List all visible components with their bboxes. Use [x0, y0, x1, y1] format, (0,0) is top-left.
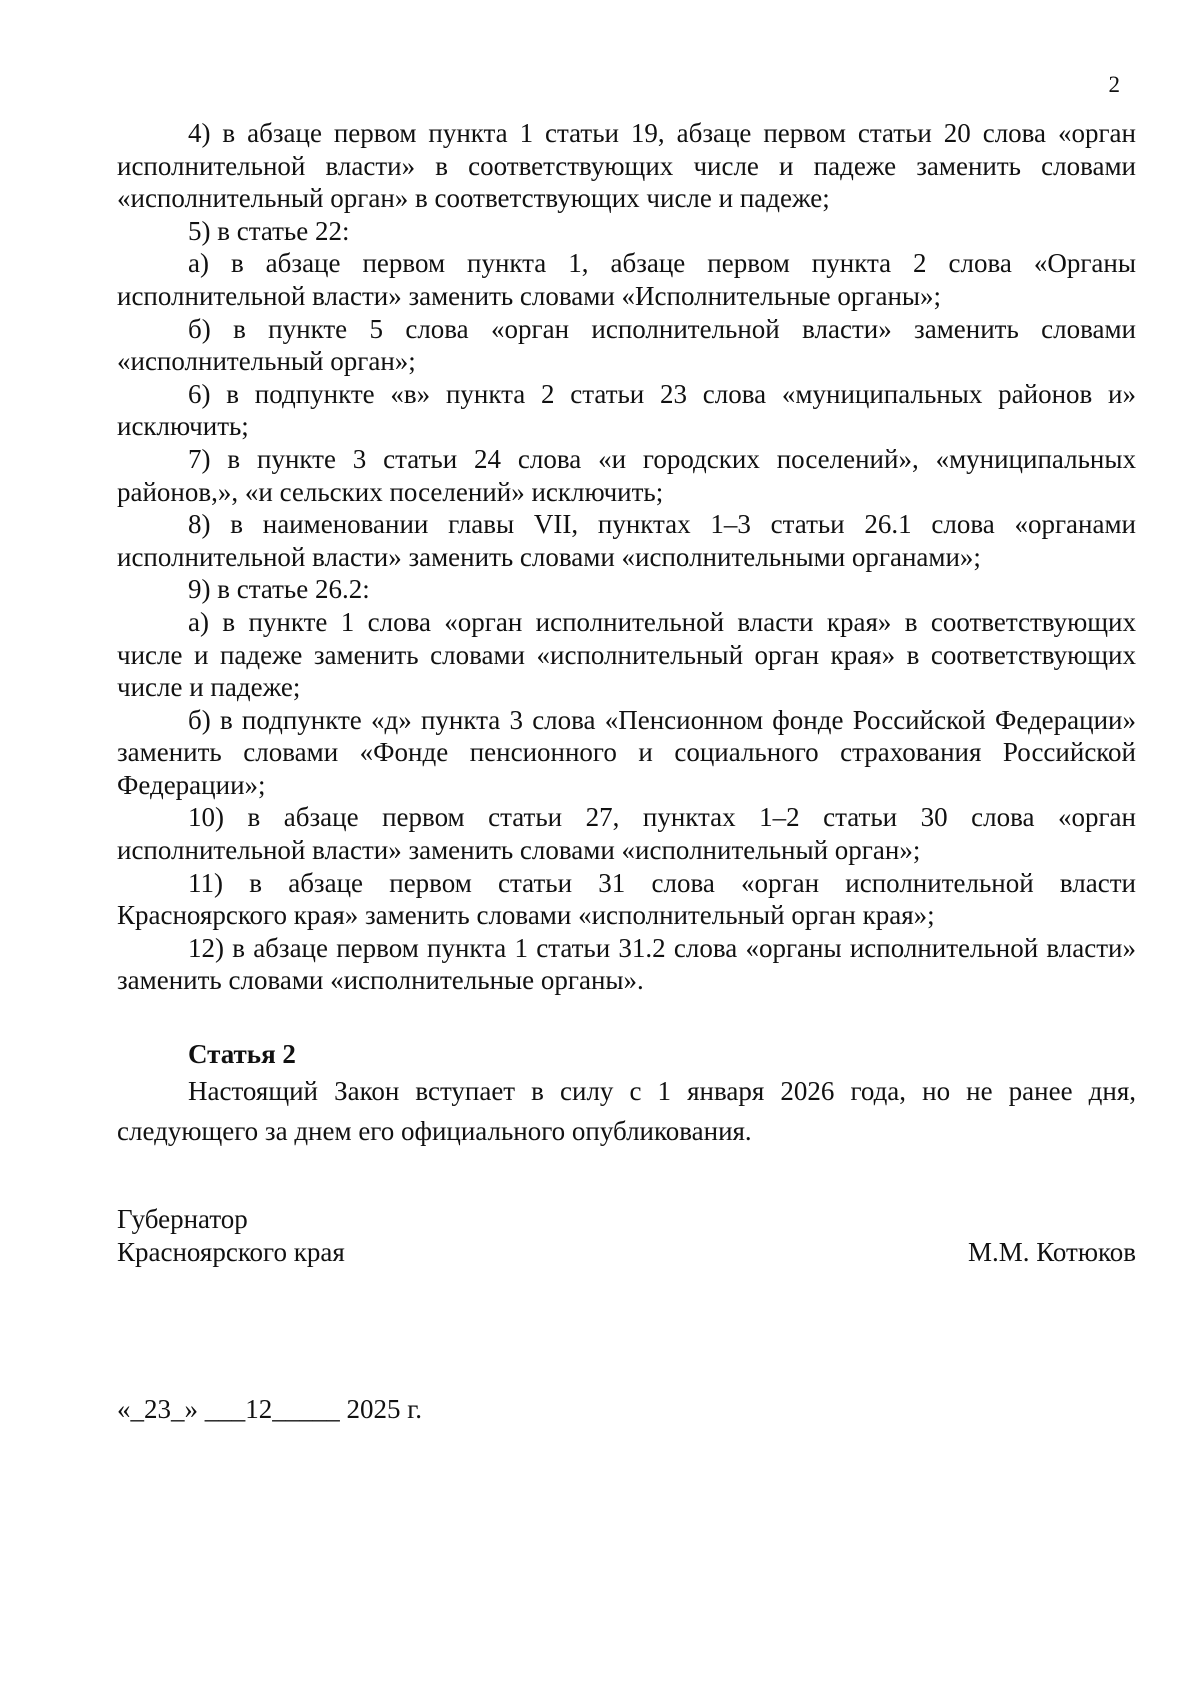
- amendment-item-5b: б) в пункте 5 слова «орган исполнительной власти» заменить словами «исполнительный орган»;: [117, 313, 1136, 377]
- document-body: [117, 117, 1136, 1151]
- amendment-item-9a: а) в пункте 1 слова «орган исполнительной власти края» в соответствующих числе и падеже заменить словами «исполнительный орган края» в соответствующих числе и падеже;: [117, 606, 1136, 703]
- signatory-name: М.М. Котюков: [967, 1236, 1136, 1267]
- signatory-title-line2: Красноярского края: [117, 1236, 345, 1267]
- amendment-item-6: 6) в подпункте «в» пункта 2 статьи 23 слова «муниципальных районов и» исключить;: [117, 378, 1136, 442]
- article-2-text: Настоящий Закон вступает в силу с 1 января 2026 года, но не ранее дня, следующего за днем его официального опубликования.: [117, 1075, 1136, 1146]
- amendment-item-9b: б) в подпункте «д» пункта 3 слова «Пенсионном фонде Российской Федерации» заменить словами «Фонде пенсионного и социального страхования Российской Федерации»;: [117, 704, 1136, 800]
- signatory-title-line1: Губернатор: [117, 1204, 248, 1234]
- amendment-item-12: 12) в абзаце первом пункта 1 статьи 31.2 слова «органы исполнительной власти» заменить словами «исполнительные органы».: [117, 932, 1136, 996]
- amendment-item-7: 7) в пункте 3 статьи 24 слова «и городских поселений», «муниципальных районов,», «и сельских поселений» исключить;: [117, 443, 1136, 507]
- amendment-item-11: 11) в абзаце первом статьи 31 слова «орган исполнительной власти Красноярского края» заменить словами «исполнительный орган края»;: [117, 867, 1136, 931]
- signature-row: [117, 1236, 1136, 1269]
- article-2-heading: Статья 2: [188, 1039, 296, 1070]
- amendment-item-5a: а) в абзаце первом пункта 1, абзаце первом пункта 2 слова «Органы исполнительной власти» заменить словами «Исполнительные органы»;: [117, 248, 1136, 311]
- amendment-item-5: 5) в статье 22:: [188, 215, 350, 246]
- amendment-item-4: 4) в абзаце первом пункта 1 статьи 19, абзаце первом статьи 20 слова «орган исполнительной власти» в соответствующих числе и падеже заменить словами «исполнительный орган» в соответствующих числе и падеже;: [117, 118, 1136, 214]
- amendment-item-8: 8) в наименовании главы VII, пунктах 1–3 статьи 26.1 слова «органами исполнительной власти» заменить словами «исполнительными органами»;: [117, 509, 1136, 572]
- page-number: 2: [1108, 72, 1120, 97]
- signature-block: [117, 1203, 1136, 1268]
- amendment-item-9: 9) в статье 26.2:: [188, 574, 370, 605]
- signing-date: «_23_» ___12_____ 2025 г.: [117, 1394, 423, 1424]
- amendment-item-10: 10) в абзаце первом статьи 27, пунктах 1–2 статьи 30 слова «орган исполнительной власти» заменить словами «исполнительный орган»;: [117, 802, 1136, 866]
